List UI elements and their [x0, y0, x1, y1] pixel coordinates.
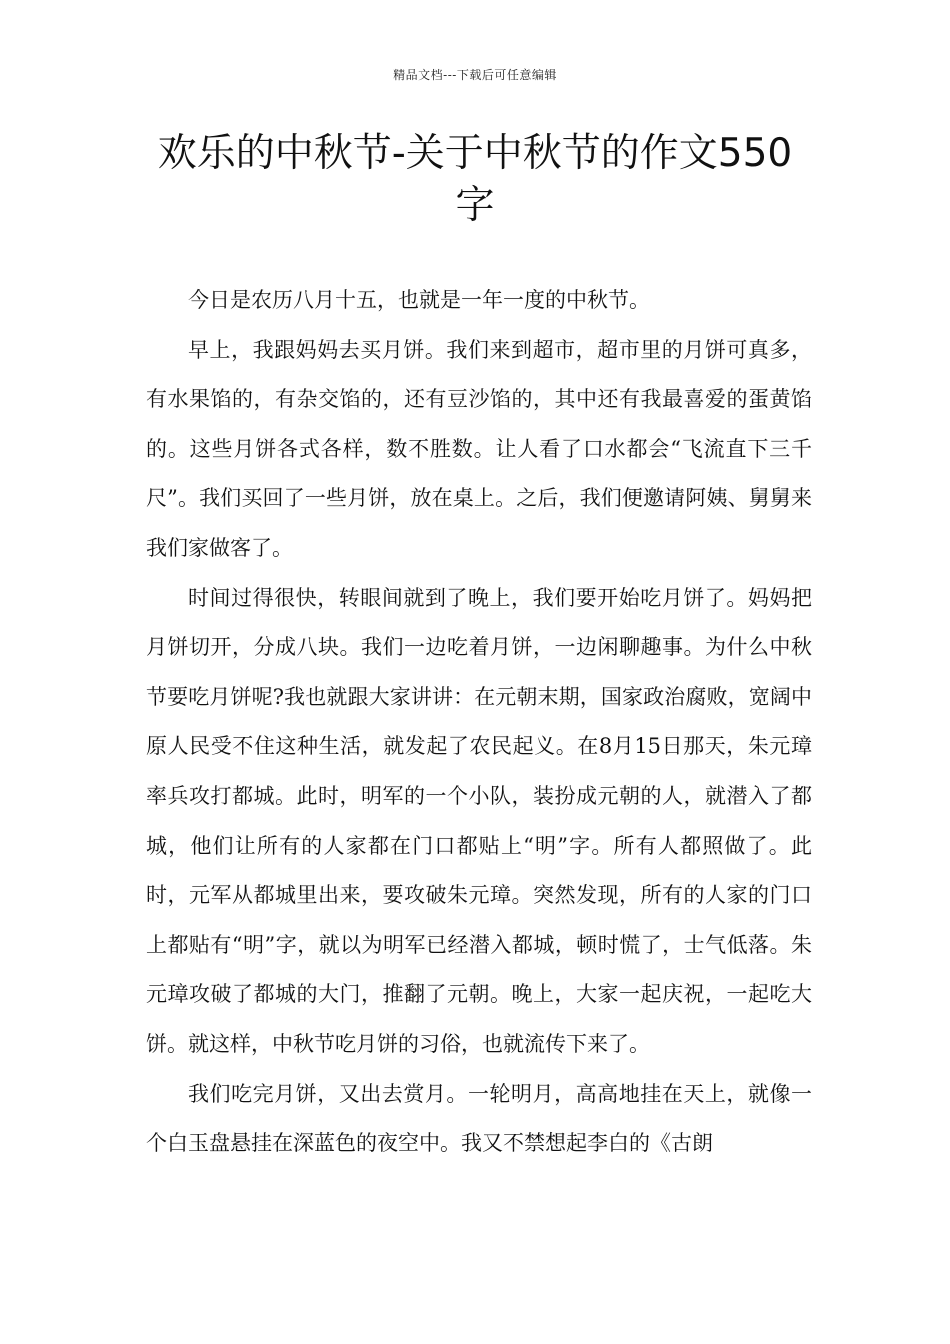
header-note: 精品文档---下载后可任意编辑 — [393, 68, 557, 82]
paragraph-1: 今日是农历八月十五，也就是一年一度的中秋节。 — [188, 288, 650, 312]
document-body — [146, 276, 812, 1169]
paragraph-2: 早上，我跟妈妈去买月饼。我们来到超市，超市里的月饼可真多，有水果馅的，有杂交馅的，还有豆沙馅的，其中还有我最喜爱的蛋黄馅的。这些月饼各式各样，数不胜数。让人看了口水都会“飞流直下三千尺”。我们买回了一些月饼，放在桌上。之后，我们便邀请阿姨、舅舅来我们家做客了。 — [146, 337, 812, 560]
document-title: 欢乐的中秋节-关于中秋节的作文550字 — [157, 131, 793, 228]
paragraph-4: 我们吃完月饼，又出去赏月。一轮明月，高高地挂在天上，就像一个白玉盘悬挂在深蓝色的夜空中。我又不禁想起李白的《古朗 — [146, 1081, 812, 1156]
paragraph-3: 时间过得很快，转眼间就到了晚上，我们要开始吃月饼了。妈妈把月饼切开，分成八块。我们一边吃着月饼，一边闲聊趣事。为什么中秋节要吃月饼呢?我也就跟大家讲讲：在元朝末期，国家政治腐败，宽阔中原人民受不住这种生活，就发起了农民起义。在8月15日那天，朱元璋率兵攻打都城。此时，明军的一个小队，装扮成元朝的人，就潜入了都城，他们让所有的人家都在门口都贴上“明”字。所有人都照做了。此时，元军从都城里出来，要攻破朱元璋。突然发现，所有的人家的门口上都贴有“明”字，就以为明军已经潜入都城，顿时慌了，士气低落。朱元璋攻破了都城的大门，推翻了元朝。晚上，大家一起庆祝，一起吃大饼。就这样，中秋节吃月饼的习俗，也就流传下来了。 — [146, 585, 812, 1056]
